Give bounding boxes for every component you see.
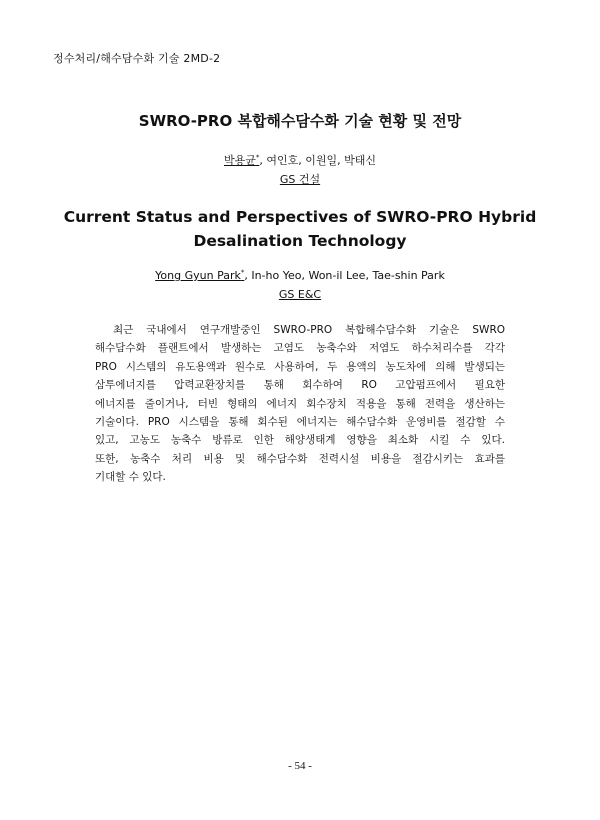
page-number: - 54 - <box>288 760 312 772</box>
english-title <box>0 205 600 253</box>
abstract-line: 기술이다. PRO 시스템을 통해 회수된 에너지는 해수담수화 운영비를 절감할 수 <box>95 415 505 428</box>
english-title-line-2: Desalination Technology <box>193 232 407 250</box>
english-other-authors: , In-ho Yeo, Won-il Lee, Tae-shin Park <box>244 269 445 282</box>
english-affiliation: GS E&C <box>278 288 322 301</box>
korean-authors <box>0 152 600 168</box>
abstract-line: 최근 국내에서 연구개발중인 SWRO-PRO 복합해수담수화 기술은 SWRO <box>113 324 505 336</box>
abstract-line: 삼투에너지를 압력교환장치를 통해 회수하여 RO 고압펌프에서 필요한 <box>95 379 505 392</box>
abstract-line: 또한, 농축수 처리 비용 및 해수담수화 전력시설 비용을 절감시키는 효과를 <box>95 452 505 465</box>
abstract-line: 기대할 수 있다. <box>95 471 166 484</box>
running-header: 정수처리/해수담수화 기술 2MD-2 <box>53 52 221 65</box>
abstract-paragraph <box>95 321 505 487</box>
abstract-line: PRO 시스템의 유도용액과 원수로 사용하여, 두 용액의 농도차에 의해 발생되는 <box>95 360 505 373</box>
english-authors <box>0 269 600 282</box>
english-title-line-1: Current Status and Perspectives of SWRO-PRO Hybrid <box>63 208 537 226</box>
korean-affiliation: GS 건설 <box>279 173 321 186</box>
abstract-line: 에너지를 줄이거나, 터빈 형태의 에너지 회수장치 적용을 통해 전력을 생산하는 <box>95 397 505 410</box>
english-first-author: Yong Gyun Park* <box>155 268 245 282</box>
corresponding-author-mark: * <box>255 153 260 162</box>
english-corresponding-author-mark: * <box>240 268 245 277</box>
abstract-line: 있고, 고농도 농축수 방류로 인한 해양생태계 영향을 최소화 시킬 수 있다. <box>95 434 505 447</box>
korean-other-authors: , 여인호, 이원일, 박태신 <box>259 154 376 167</box>
korean-first-author: 박용균* <box>223 153 260 167</box>
korean-title: SWRO-PRO 복합해수담수화 기술 현황 및 전망 <box>138 112 462 130</box>
abstract-line: 해수담수화 플랜트에서 발생하는 고염도 농축수와 저염도 하수처리수를 각각 <box>95 342 505 355</box>
